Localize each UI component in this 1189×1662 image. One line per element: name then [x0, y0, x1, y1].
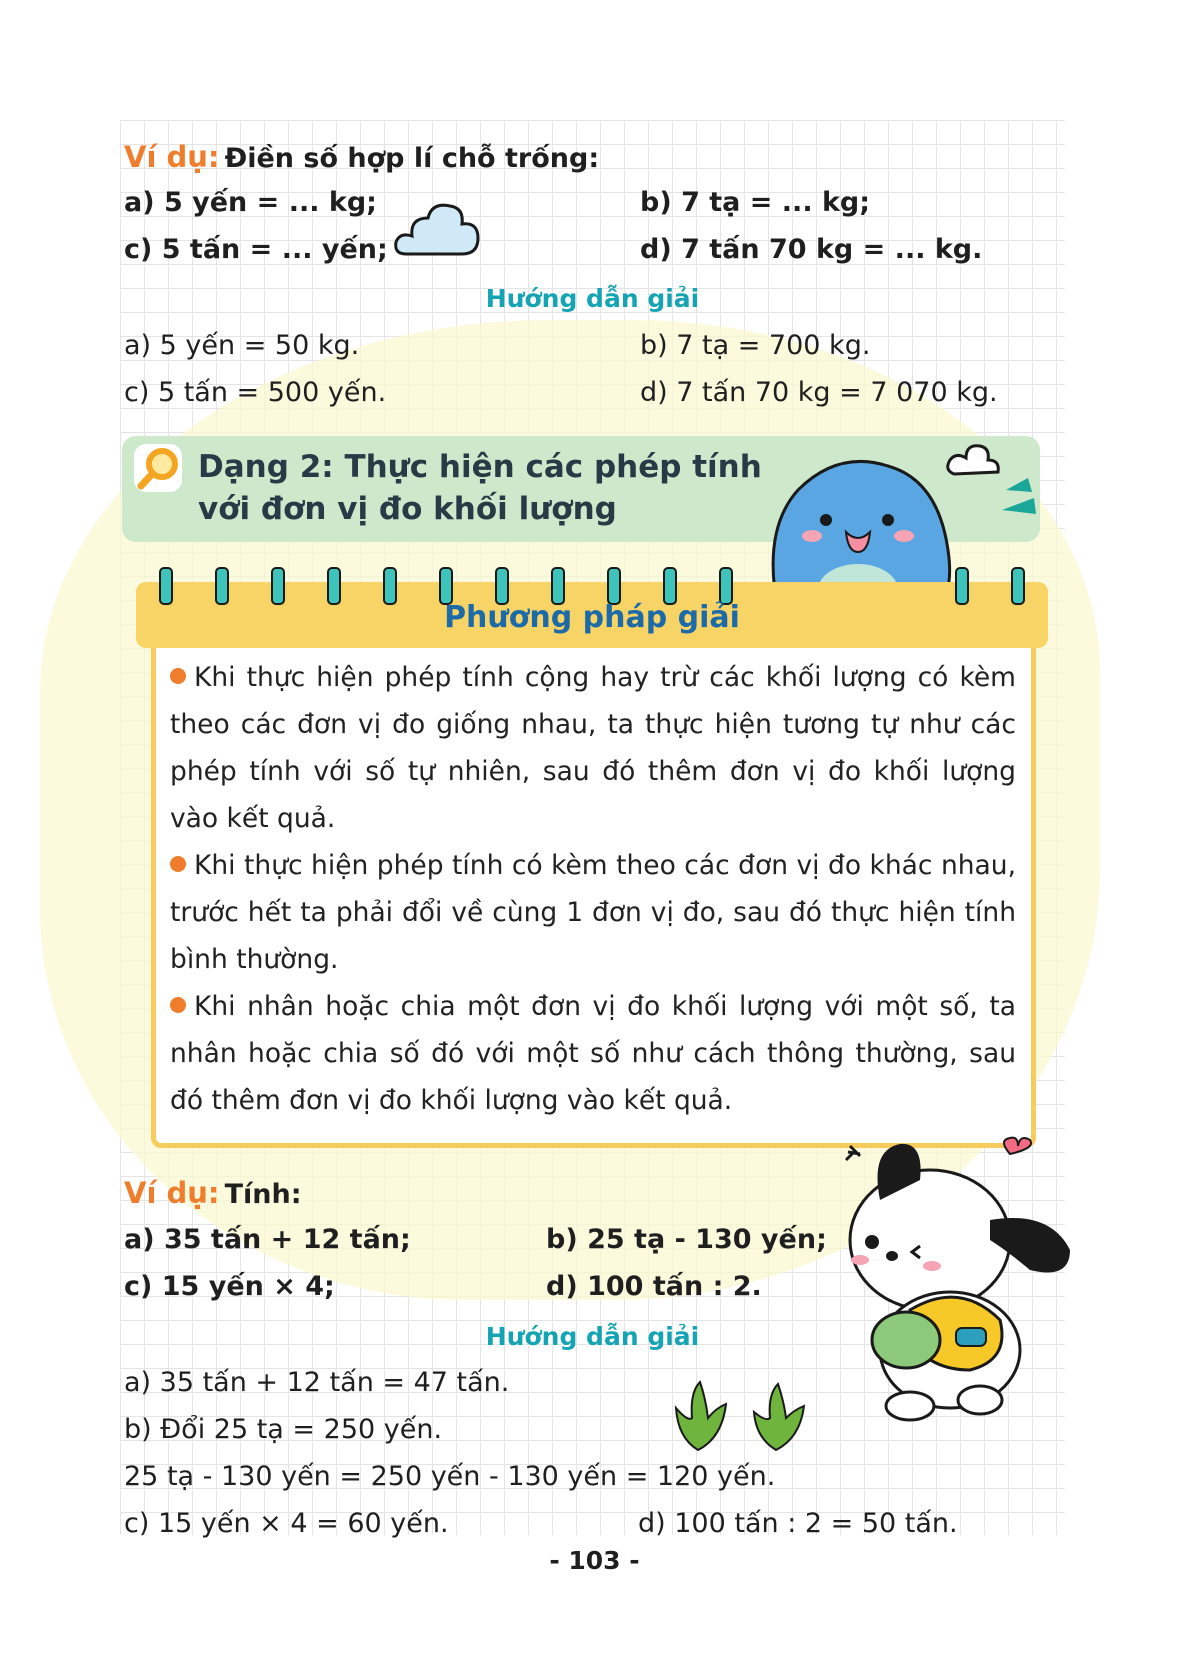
- guide2-heading: Hướng dẫn giải: [485, 1322, 700, 1351]
- method-bullet: Khi nhân hoặc chia một đơn vị đo khối lượng với một số, ta nhân hoặc chia số đó với một số như cách thông thường, sau đó thêm đơn vị đo khối lượng vào kết quả.: [170, 991, 1016, 1116]
- bullet-dot-icon: [170, 668, 186, 684]
- section-title: [198, 446, 762, 530]
- example-label: Ví dụ:: [124, 140, 220, 174]
- example1-d: d) 7 tấn 70 kg = ... kg.: [640, 234, 983, 265]
- guide1-c: c) 5 tấn = 500 yến.: [124, 377, 387, 408]
- example-prompt: Tính:: [224, 1179, 302, 1210]
- guide1-b: b) 7 tạ = 700 kg.: [640, 330, 871, 361]
- example-prompt: Điền số hợp lí chỗ trống:: [224, 143, 600, 174]
- guide2-a: a) 35 tấn + 12 tấn = 47 tấn.: [124, 1367, 510, 1398]
- example2-c: c) 15 yến × 4;: [124, 1271, 335, 1302]
- example1-heading: [124, 140, 599, 174]
- dog-mascot-illustration: [820, 1130, 1090, 1430]
- guide1-a: a) 5 yến = 50 kg.: [124, 330, 360, 361]
- example1-a: a) 5 yến = ... kg;: [124, 187, 377, 218]
- example2-b: b) 25 tạ - 130 yến;: [546, 1224, 827, 1255]
- page-number: - 103 -: [549, 1546, 640, 1575]
- example1-b: b) 7 tạ = ... kg;: [640, 187, 871, 218]
- method-body: [170, 654, 1016, 1124]
- guide2-d: d) 100 tấn : 2 = 50 tấn.: [638, 1508, 958, 1539]
- example2-d: d) 100 tấn : 2.: [546, 1271, 762, 1302]
- magnifier-icon: [132, 442, 184, 494]
- example1-c: c) 5 tấn = ... yến;: [124, 234, 388, 265]
- plant-icon: [668, 1378, 828, 1454]
- bullet-dot-icon: [170, 997, 186, 1013]
- example2-a: a) 35 tấn + 12 tấn;: [124, 1224, 411, 1255]
- section-title-line2: với đơn vị đo khối lượng: [198, 491, 617, 527]
- guide1-d: d) 7 tấn 70 kg = 7 070 kg.: [640, 377, 998, 408]
- guide1-heading: Hướng dẫn giải: [485, 284, 700, 313]
- cloud-teal-icon: [944, 440, 1044, 536]
- example-label: Ví dụ:: [124, 1176, 220, 1210]
- method-bullet: Khi thực hiện phép tính cộng hay trừ các khối lượng có kèm theo các đơn vị đo giống nhau, ta thực hiện tương tự như các phép tính với số tự nhiên, sau đó thêm đơn vị đo khối lượng vào kết quả.: [170, 662, 1016, 834]
- method-title: Phương pháp giải: [444, 600, 740, 635]
- method-bullet: Khi thực hiện phép tính có kèm theo các đơn vị đo khác nhau, trước hết ta phải đổi về cùng 1 đơn vị đo, sau đó thực hiện tính bình thường.: [170, 850, 1016, 975]
- section-title-line1: Dạng 2: Thực hiện các phép tính: [198, 449, 762, 485]
- bullet-dot-icon: [170, 856, 186, 872]
- cloud-icon: [392, 198, 482, 262]
- example2-heading: [124, 1176, 302, 1210]
- guide2-c: c) 15 yến × 4 = 60 yến.: [124, 1508, 449, 1539]
- guide2-b1: b) Đổi 25 tạ = 250 yến.: [124, 1414, 443, 1445]
- guide2-b2: 25 tạ - 130 yến = 250 yến - 130 yến = 120 yến.: [124, 1461, 776, 1492]
